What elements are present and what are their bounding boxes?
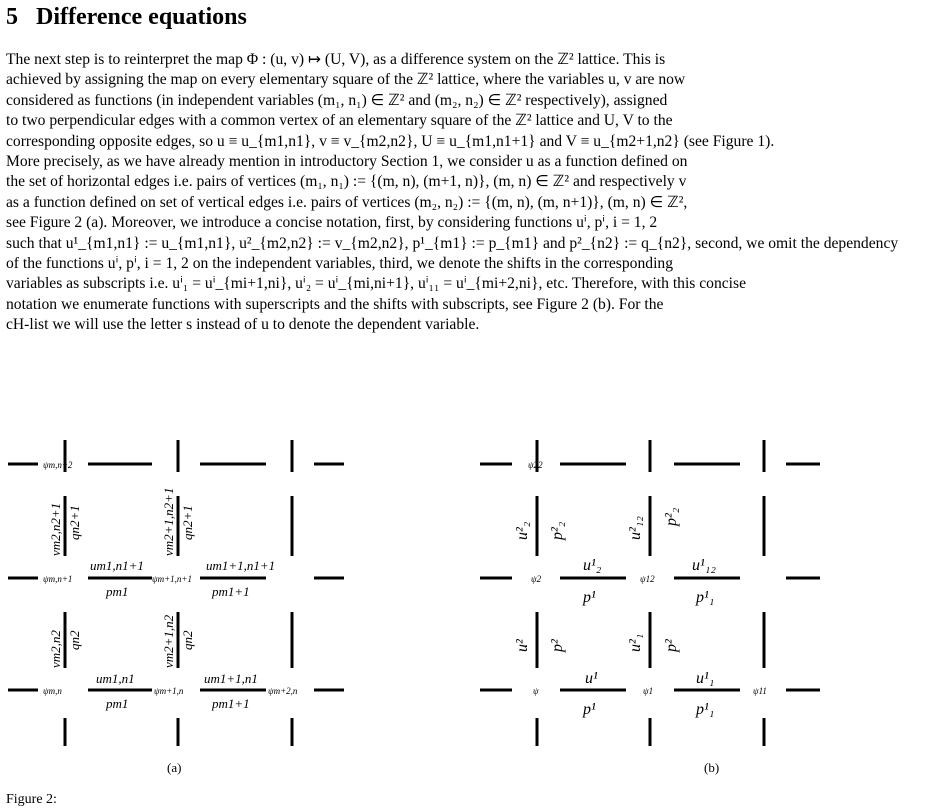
edge-label: u²₁: [627, 633, 644, 652]
edge-label: qn2: [67, 630, 82, 650]
section-title: Difference equations: [36, 4, 247, 30]
edge-label: vm2+1,n2: [161, 614, 176, 668]
vertex-label: ψm+1,n: [154, 686, 184, 696]
vertex-label: ψ22: [528, 460, 543, 470]
body-line: achieved by assigning the map on every elementary square of the ℤ² lattice, where the variables u, v are now: [6, 71, 686, 89]
edge-label: um1,n1: [96, 671, 135, 686]
edge-label: p¹₁: [696, 701, 715, 718]
edge-label: pm1: [106, 696, 129, 711]
vertex-label: ψ12: [640, 574, 655, 584]
body-line: cH-list we will use the letter s instead of u to denote the dependent variable.: [6, 316, 480, 334]
edge-label: vm2+1,n2+1: [161, 487, 176, 556]
edge-label: p²₂: [549, 521, 566, 540]
figure-caption-a: (a): [167, 760, 182, 775]
body-line: see Figure 2 (a). Moreover, we introduce a concise notation, first, by considering functions uⁱ, pⁱ, i = 1, 2: [6, 214, 658, 232]
body-line: notation we enumerate functions with superscripts and the shifts with subscripts, see Figure 2 (b). For the: [6, 295, 664, 313]
body-line: More precisely, as we have already mention in introductory Section 1, we consider u as a function defined on: [6, 153, 688, 171]
section-number: 5: [6, 4, 18, 30]
edge-label: p²₂: [663, 507, 680, 526]
figure-caption-b: (b): [704, 760, 720, 775]
edge-label: pm1: [106, 584, 129, 599]
edge-label: vm2,n2+1: [48, 502, 63, 556]
edge-label: u¹₂: [583, 557, 602, 574]
edge-label: um1+1,n1+1: [206, 558, 276, 573]
vertex-label: ψm,n+1: [43, 574, 73, 584]
vertex-label: ψ: [533, 686, 539, 696]
edge-label: qn2+1: [67, 505, 82, 540]
body-line: the set of horizontal edges i.e. pairs of vertices (m₁, n₁) := {(m, n), (m+1, n)}, (m, n) ∈ ℤ² and respectively v: [6, 173, 687, 191]
edge-label: u²₁₂: [627, 516, 644, 540]
vertex-label: ψ11: [753, 686, 767, 696]
edge-label: p¹₁: [696, 589, 715, 606]
edge-label: p¹: [583, 589, 596, 606]
figure-a-labels: [43, 460, 298, 775]
edge-label: vm2,n2: [48, 630, 63, 668]
edge-label: u¹₁₂: [692, 557, 716, 574]
edge-label: p¹: [583, 701, 596, 718]
edge-label: qn2: [180, 630, 195, 650]
body-line: such that u¹_{m1,n1} := u_{m1,n1}, u²_{m2,n2} := v_{m2,n2}, p¹_{m1} := p_{m1} and p²_{n2} := q_{n2}, second, we omit the dependency: [6, 234, 899, 252]
edge-label: pm1+1: [212, 584, 250, 599]
body-line: corresponding opposite edges, so u ≡ u_{m1,n1}, v ≡ v_{m2,n2}, U ≡ u_{m1,n1+1} and V ≡ u_{m2+1,n2} (see Figure 1).: [6, 132, 775, 150]
body-line: of the functions uⁱ, pⁱ, i = 1, 2 on the independent variables, third, we denote the shifts in the corresponding: [6, 255, 673, 273]
edge-label: pm1+1: [212, 696, 250, 711]
edge-label: u²: [514, 639, 531, 652]
body-line: considered as functions (in independent variables (m₁, n₁) ∈ ℤ² and (m₂, n₂) ∈ ℤ² respectively), assigned: [6, 91, 668, 109]
edge-label: u²₂: [514, 521, 531, 540]
body-line: variables as subscripts i.e. uⁱ₁ = uⁱ_{mi+1,ni}, uⁱ₂ = uⁱ_{mi,ni+1}, uⁱ₁₁ = uⁱ_{mi+2,ni}, etc. Therefore, with this concise: [6, 275, 747, 293]
body-line: to two perpendicular edges with a common vertex of an elementary square of the ℤ² lattice and U, V to the: [6, 112, 673, 130]
edge-label: p²: [663, 639, 680, 652]
body-line: The next step is to reinterpret the map Φ : (u, v) ↦ (U, V), as a difference system on the ℤ² lattice. This is: [6, 51, 666, 68]
body-line: as a function defined on set of vertical edges i.e. pairs of vertices (m₂, n₂) := {(m, n), (m, n+1)}, (m, n) ∈ ℤ²,: [6, 193, 688, 211]
edge-label: um1+1,n1: [204, 671, 258, 686]
vertex-label: ψm,n: [43, 686, 62, 696]
vertex-label: ψ1: [643, 686, 654, 696]
figure-a: [8, 440, 344, 746]
edge-label: um1,n1+1: [90, 558, 144, 573]
figure-b-labels: [514, 460, 767, 775]
vertex-label: ψm+2,n: [268, 686, 298, 696]
edge-label: qn2+1: [180, 505, 195, 540]
edge-label: p²: [549, 639, 566, 652]
figure-b: [480, 440, 820, 746]
figure-caption: Figure 2:: [6, 792, 57, 807]
vertex-label: ψm,n+2: [43, 460, 73, 470]
vertex-label: ψ2: [531, 574, 542, 584]
edge-label: u¹₁: [696, 670, 715, 687]
vertex-label: ψm+1,n+1: [152, 574, 192, 584]
edge-label: u¹: [585, 670, 598, 687]
